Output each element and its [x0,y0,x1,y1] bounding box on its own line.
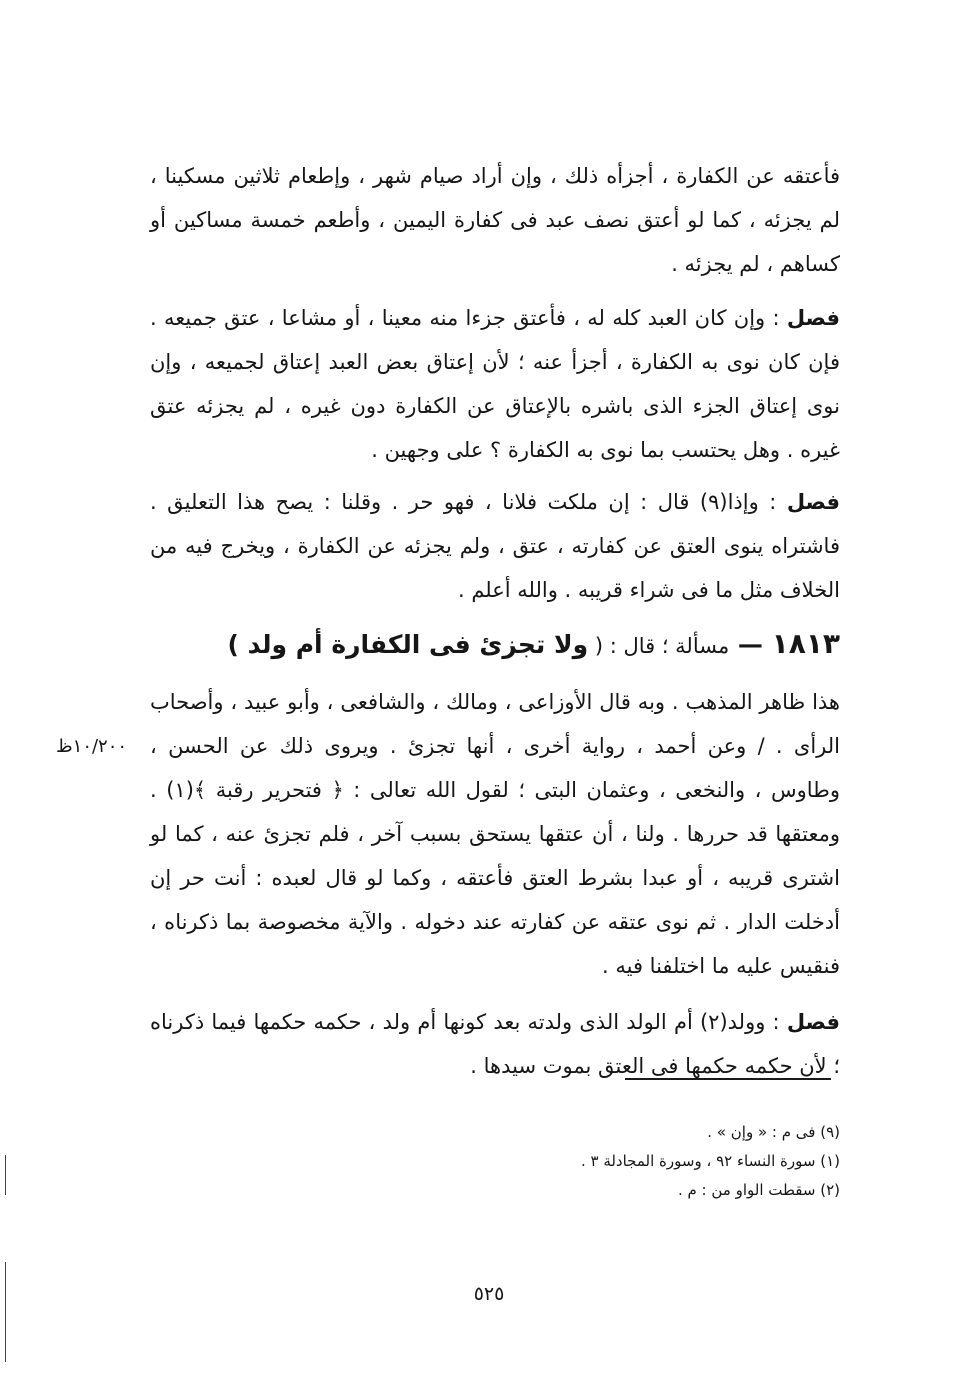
page-number: ٥٢٥ [473,1283,505,1305]
paragraph-text: : وولد(٢) أم الولد الذى ولدته بعد كونها أم ولد ، حكمه حكمها فيما ذكرناه ؛ لأن حكمه حكمها فى العتق بموت سيدها . [150,1010,840,1078]
fasl-label: فصل [786,1010,840,1034]
masala-heading [150,622,840,668]
paragraph-fasl-3 [150,1000,840,1088]
footnote-item: (٢) سقطت الواو من : م . [677,1181,840,1199]
paragraph-continuation [150,154,840,286]
fasl-label: فصل [786,306,840,330]
heading-close: ) [227,630,248,659]
footnote-divider [625,1078,831,1080]
heading-title: ولا تجزئ فى الكفارة أم ولد [247,630,589,659]
footnotes [300,1118,840,1205]
masala-number: ١٨١٣ [771,627,840,660]
heading-dash: — [729,630,772,659]
footnote-item: (١) سورة النساء ٩٢ ، وسورة المجادلة ٣ . [580,1152,840,1170]
main-text-bottom [150,680,840,1088]
main-text-top [150,154,840,612]
fasl-label: فصل [786,490,840,514]
paragraph-fasl-1 [150,296,840,472]
paragraph-text: هذا ظاهر المذهب . وبه قال الأوزاعى ، ومالك ، والشافعى ، وأبو عبيد ، وأصحاب الرأى . / وعن أحمد ، رواية أخرى ، أنها تجزئ . ويروى ذلك عن الحسن ، وطاوس ، والنخعى ، وعثمان البتى ؛ لقول الله تعالى : ﴿ فتحرير رقبة ﴾(١) . ومعتقها قد حررها . ولنا ، أن عتقها يستحق بسبب آخر ، فلم تجزئ عنه ، كما لو اشترى قريبه ، أو عبدا بشرط العتق فأعتقه ، وكما لو قال لعبده : أنت حر إن أدخلت الدار . ثم نوى عتقه عن كفارته عند دخوله . والآية مخصوصة بما ذكرناه ، فنقيس عليه ما اختلفنا فيه . [150,690,841,978]
paragraph-text: فأعتقه عن الكفارة ، أجزأه ذلك ، وإن أراد صيام شهر ، وإطعام ثلاثين مسكينا ، لم يجزئه ، كما لو أعتق نصف عبد فى كفارة اليمين ، وأطعم خمسة مساكين أو كساهم ، لم يجزئه . [150,164,840,276]
footnote-item: (٩) فى م : « وإن » . [707,1123,840,1141]
paragraph-masala-body [150,680,840,988]
manuscript-margin-note: ١٠/٢٠٠ظ [56,736,128,757]
paragraph-text: : وإذا(٩) قال : إن ملكت فلانا ، فهو حر . وقلنا : يصح هذا التعليق . فاشتراه ينوى العتق عن كفارته ، عتق ، ولم يجزئه عن الكفارة ، ويخرج فيه من الخلاف مثل ما فى شراء قريبه . والله أعلم . [150,490,840,602]
paragraph-fasl-2 [150,480,840,612]
heading-intro: مسألة ؛ قال : ( [588,634,730,658]
scan-edge-mark [5,1155,6,1195]
paragraph-text: : وإن كان العبد كله له ، فأعتق جزءا منه معينا ، أو مشاعا ، عتق جميعه . فإن كان نوى به الكفارة ، أجزأ عنه ؛ لأن إعتاق بعض العبد إعتاق لجميعه ، وإن نوى إعتاق الجزء الذى باشره بالإعتاق عن الكفارة دون غيره ، لم يجزئه عتق غيره . وهل يحتسب بما نوى به الكفارة ؟ على وجهين . [150,306,840,462]
scan-edge-mark [5,1262,6,1362]
